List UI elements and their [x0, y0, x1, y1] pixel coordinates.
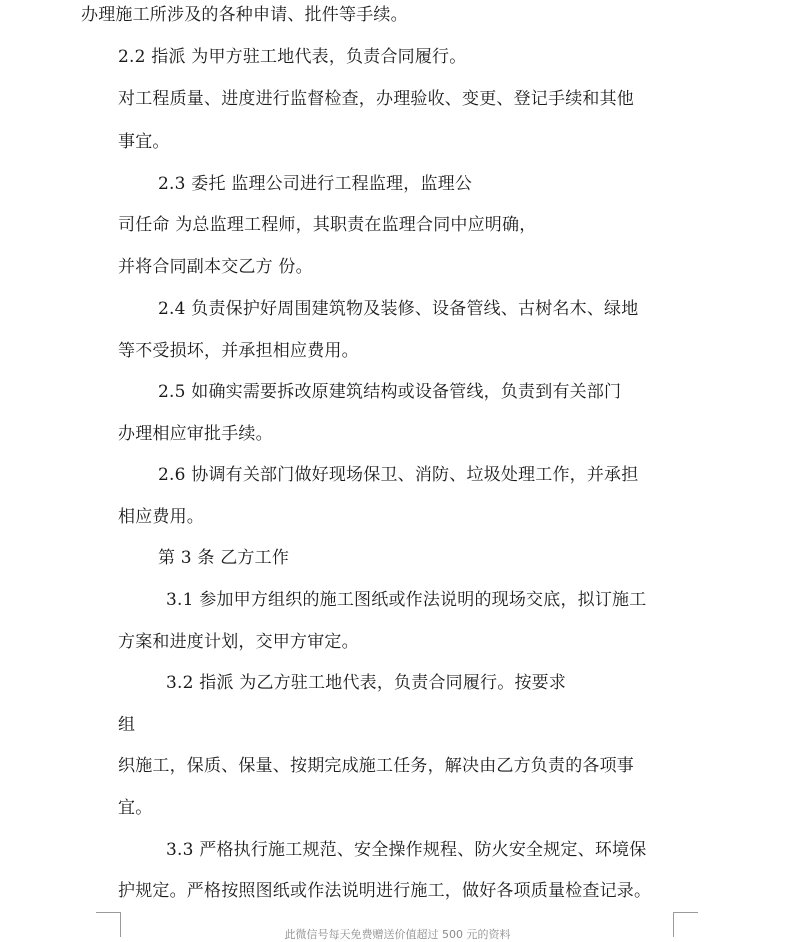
text-line: 2.6 协调有关部门做好现场保卫、消防、垃圾处理工作，并承担 — [158, 465, 639, 485]
text-line: 3.3 严格执行施工规范、安全操作规程、防火安全规定、环境保 — [166, 840, 647, 860]
text-line: 3.1 参加甲方组织的施工图纸或作法说明的现场交底，拟订施工 — [166, 590, 647, 610]
text-line: 司任命 为总监理工程师，其职责在监理合同中应明确， — [118, 215, 537, 235]
text-line: 宜。 — [118, 798, 153, 818]
text-line: 2.2 指派 为甲方驻工地代表，负责合同履行。 — [118, 47, 467, 67]
text-line: 相应费用。 — [118, 507, 204, 527]
text-line: 2.4 负责保护好周围建筑物及装修、设备管线、古树名木、绿地 — [158, 299, 639, 319]
text-line: 并将合同副本交乙方 份。 — [118, 257, 313, 277]
text-line: 办理施工所涉及的各种申请、批件等手续。 — [81, 5, 408, 25]
footer-note: 此微信号每天免费赠送价值超过 500 元的资料 — [284, 928, 511, 941]
text-line: 方案和进度计划，交甲方审定。 — [118, 632, 359, 652]
section-heading: 第 3 条 乙方工作 — [158, 548, 290, 568]
text-line: 对工程质量、进度进行监督检查，办理验收、变更、登记手续和其他 — [118, 89, 634, 109]
text-line: 等不受损坏，并承担相应费用。 — [118, 341, 359, 361]
text-line: 2.3 委托 监理公司进行工程监理，监理公 — [158, 174, 473, 194]
text-line: 3.2 指派 为乙方驻工地代表，负责合同履行。按要求 — [166, 673, 567, 693]
text-line: 2.5 如确实需要拆改原建筑结构或设备管线，负责到有关部门 — [158, 382, 622, 402]
text-line: 护规定。严格按照图纸或作法说明进行施工，做好各项质量检查记录。 — [118, 881, 652, 901]
text-line: 织施工，保质、保量、按期完成施工任务，解决由乙方负责的各项事 — [118, 756, 634, 776]
text-line: 办理相应审批手续。 — [118, 424, 273, 444]
text-line: 组 — [118, 715, 136, 735]
text-line: 事宜。 — [118, 132, 170, 152]
